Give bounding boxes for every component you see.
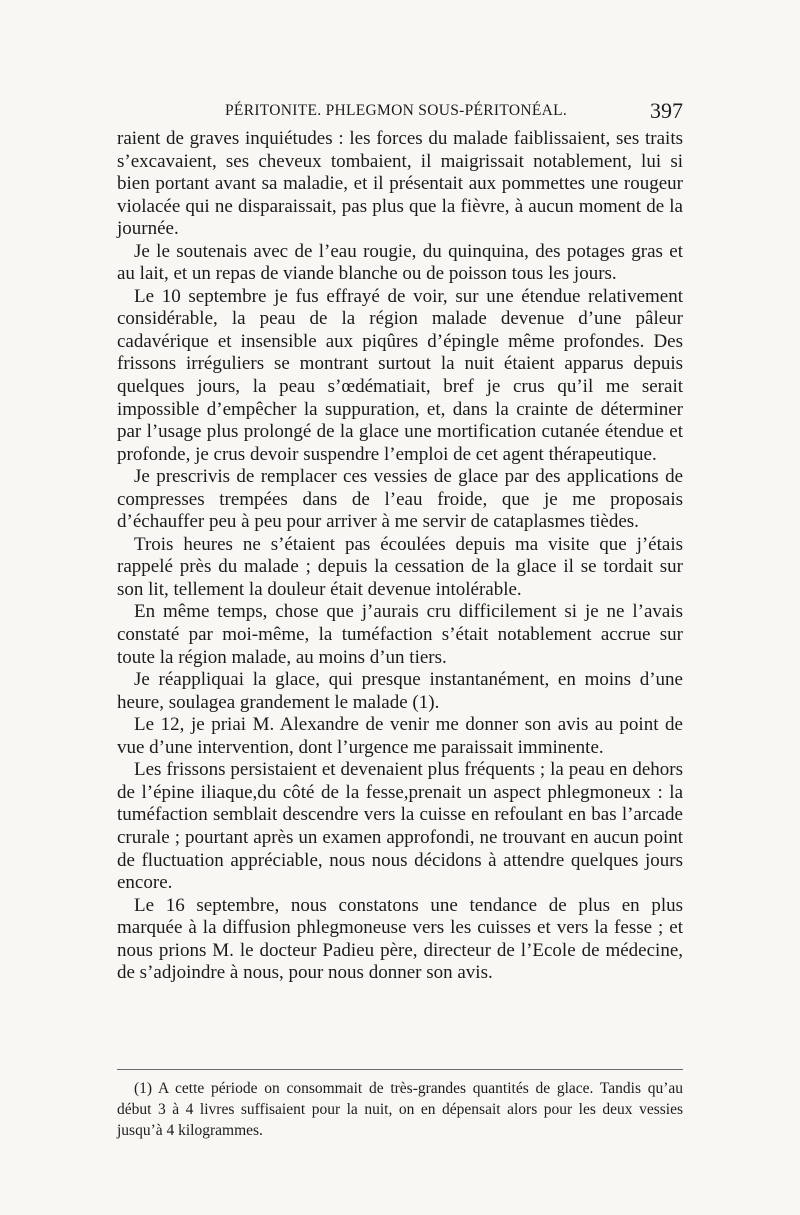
paragraph: raient de graves inquiétudes : les forces du malade faiblissaient, ses traits s’excavaient, ses cheveux tombaient, il maigrissait notablement, lui si bien portant avant sa maladie, et il présentait aux pommettes une rougeur violacée qui ne disparaissait, pas plus que la fièvre, à aucun moment de la journée. [117, 128, 683, 240]
footnote [117, 1078, 683, 1141]
page-number: 397 [650, 98, 683, 123]
page-header [117, 98, 683, 122]
paragraph: Je réappliquai la glace, qui presque instantanément, en moins d’une heure, soulagea grandement le malade (1). [117, 669, 683, 713]
body-text [117, 128, 683, 985]
paragraph: Le 12, je priai M. Alexandre de venir me donner son avis au point de vue d’une intervention, dont l’urgence me paraissait imminente. [117, 714, 683, 758]
paragraph: Les frissons persistaient et devenaient plus fréquents ; la peau en dehors de l’épine iliaque,du côté de la fesse,prenait un aspect phlegmoneux : la tuméfaction semblait descendre vers la cuisse en refoulant en bas l’arcade crurale ; pourtant après un examen approfondi, ne trouvant en aucun point de fluctuation appréciable, nous nous décidons à attendre quelques jours encore. [117, 759, 683, 894]
paragraph: En même temps, chose que j’aurais cru difficilement si je ne l’avais constaté par moi-même, la tuméfaction s’était notablement accrue sur toute la région malade, au moins d’un tiers. [117, 601, 683, 668]
running-head: PÉRITONITE. PHLEGMON SOUS-PÉRITONÉAL. [225, 102, 568, 119]
paragraph: Le 10 septembre je fus effrayé de voir, sur une étendue relativement considérable, la peau de la région malade devenue d’une pâleur cadavérique et insensible aux piqûres d’épingle même profondes. Des frissons irréguliers se montrant surtout la nuit étaient apparus depuis quelques jours, la peau s’œdématiait, bref je crus qu’il me serait impossible d’empêcher la suppuration, et, dans la crainte de déterminer par l’usage plus prolongé de la glace une mortification cutanée étendue et profonde, je crus devoir suspendre l’emploi de cet agent thérapeutique. [117, 285, 683, 465]
footnote-rule [117, 1069, 683, 1070]
paragraph: Je le soutenais avec de l’eau rougie, du quinquina, des potages gras et au lait, et un repas de viande blanche ou de poisson tous les jours. [117, 240, 683, 285]
paragraph: Le 16 septembre, nous constatons une tendance de plus en plus marquée à la diffusion phlegmoneuse vers les cuisses et vers la fesse ; et nous prions M. le docteur Padieu père, directeur de l’Ecole de médecine, de s’adjoindre à nous, pour nous donner son avis. [117, 894, 683, 984]
paragraph: Je prescrivis de remplacer ces vessies de glace par des applications de compresses trempées dans de l’eau froide, que je me proposais d’échauffer peu à peu pour arriver à me servir de cataplasmes tièdes. [117, 466, 683, 533]
footnote-text: (1) A cette période on consommait de très-grandes quantités de glace. Tandis qu’au début 3 à 4 livres suffisaient pour la nuit, on en dépensait alors pour les deux vessies jusqu’à 4 kilogrammes. [117, 1080, 683, 1139]
paragraph: Trois heures ne s’étaient pas écoulées depuis ma visite que j’étais rappelé près du malade ; depuis la cessation de la glace il se tordait sur son lit, tellement la douleur était devenue intolérable. [117, 533, 683, 600]
